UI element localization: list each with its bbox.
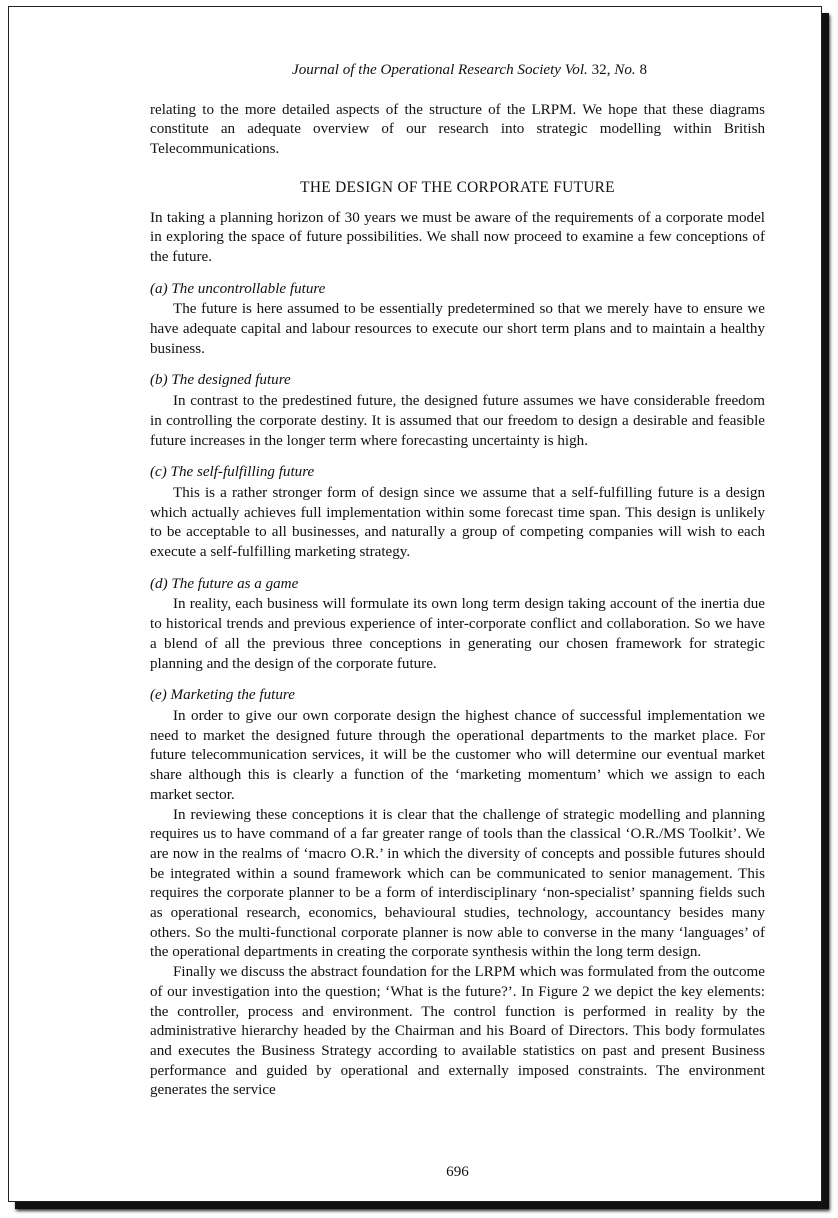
subsection-label: (b) <box>150 372 168 389</box>
subsection-paragraph-b: In contrast to the predestined future, the designed future assumes we have considerable freedom in controlling the corporate destiny. It is assumed that our freedom to design a desirable and feasible future increases in the longer term where forecasting uncertainty is high. <box>150 393 765 449</box>
subsection-paragraph-e: In order to give our own corporate design the highest chance of successful implementation we need to market the designed future through the operational departments to the market place. For future telecommunication services, it will be the customer who will determine our eventual market share although this is clearly a function of the ‘marketing momentum’ which we assign to each market sector. <box>150 707 765 803</box>
subsection-heading-e <box>150 686 765 706</box>
page-content <box>150 61 765 1180</box>
section-intro-paragraph: In taking a planning horizon of 30 years we must be aware of the requirements of a corporate model in exploring the space of future possibilities. We shall now proceed to examine a few conceptions of the future. <box>150 209 765 265</box>
subsection-label: (c) <box>150 464 167 481</box>
subsection-heading-c <box>150 463 765 483</box>
subsection-paragraph-c: This is a rather stronger form of design since we assume that a self-fulfilling future is a design which actually achieves full implementation within some forecast time span. This design is unlikely to be acceptable to all businesses, and naturally a group of competing companies will wish to each execute a self-fulfilling marketing strategy. <box>150 484 765 561</box>
closing-paragraph-1: In reviewing these conceptions it is clear that the challenge of strategic modelling and planning requires us to have command of a far greater range of tools than the classical ‘O.R./MS Toolkit’. We are now in the realms of ‘macro O.R.’ in which the diversity of concepts and possible futures should be integrated within a sound framework which can be communicated to senior management. This requires the corporate planner to be a form of interdisciplinary ‘non-specialist’ spanning fields such as operational research, economics, behavioural studies, technology, accountancy besides many others. So the multi-functional corporate planner is now able to converse in the many ‘languages’ of the operational departments in creating the corporate synthesis within the long term design. <box>150 806 765 961</box>
section-title: THE DESIGN OF THE CORPORATE FUTURE <box>300 178 615 196</box>
issue-number: 8 <box>639 62 647 78</box>
intro-paragraph: relating to the more detailed aspects of the structure of the LRPM. We hope that these diagrams constitute an adequate overview of our research into strategic modelling within British Telecommunications. <box>150 101 765 158</box>
page-number: 696 <box>446 1164 469 1180</box>
subsection-title: The designed future <box>171 372 291 389</box>
journal-title: Journal of the Operational Research Society <box>292 62 561 78</box>
subsection-label: (a) <box>150 280 168 297</box>
closing-paragraph-2: Finally we discuss the abstract foundation for the LRPM which was formulated from the outcome of our investigation into the question; ‘What is the future?’. In Figure 2 we depict the key elements: the controller, process and environment. The control function is performed in reality by the administrative hierarchy headed by the Chairman and his Board of Directors. This body formulates and executes the Business Strategy according to available statistics on past and present Business performance and guided by operational and externally imposed constraints. The environment generates the service <box>150 964 765 1099</box>
subsection-label: (d) <box>150 575 168 592</box>
volume-number: 32, <box>591 62 611 78</box>
subsection-heading-b <box>150 371 765 391</box>
subsection-heading-a <box>150 280 765 300</box>
subsection-title: Marketing the future <box>170 687 295 704</box>
running-head <box>150 61 765 81</box>
subsection-paragraph-d: In reality, each business will formulate its own long term design taking account of the inertia due to historical trends and previous experience of inter-corporate conflict and collaboration. So we have a blend of all the previous three conceptions in generating our chosen framework for strategic planning and the design of the corporate future. <box>150 596 765 672</box>
subsection-title: The future as a game <box>171 575 299 592</box>
subsection-label: (e) <box>150 687 167 704</box>
issue-label: No. <box>614 62 636 78</box>
subsection-title: The self-fulfilling future <box>170 464 315 481</box>
subsection-heading-d <box>150 575 765 595</box>
journal-page <box>8 6 822 1202</box>
subsection-paragraph-a: The future is here assumed to be essentially predetermined so that we merely have to ensure we have adequate capital and labour resources to execute our short term plans and to maintain a healthy business. <box>150 301 765 357</box>
volume-label: Vol. <box>564 62 588 78</box>
subsection-title: The uncontrollable future <box>171 280 326 297</box>
